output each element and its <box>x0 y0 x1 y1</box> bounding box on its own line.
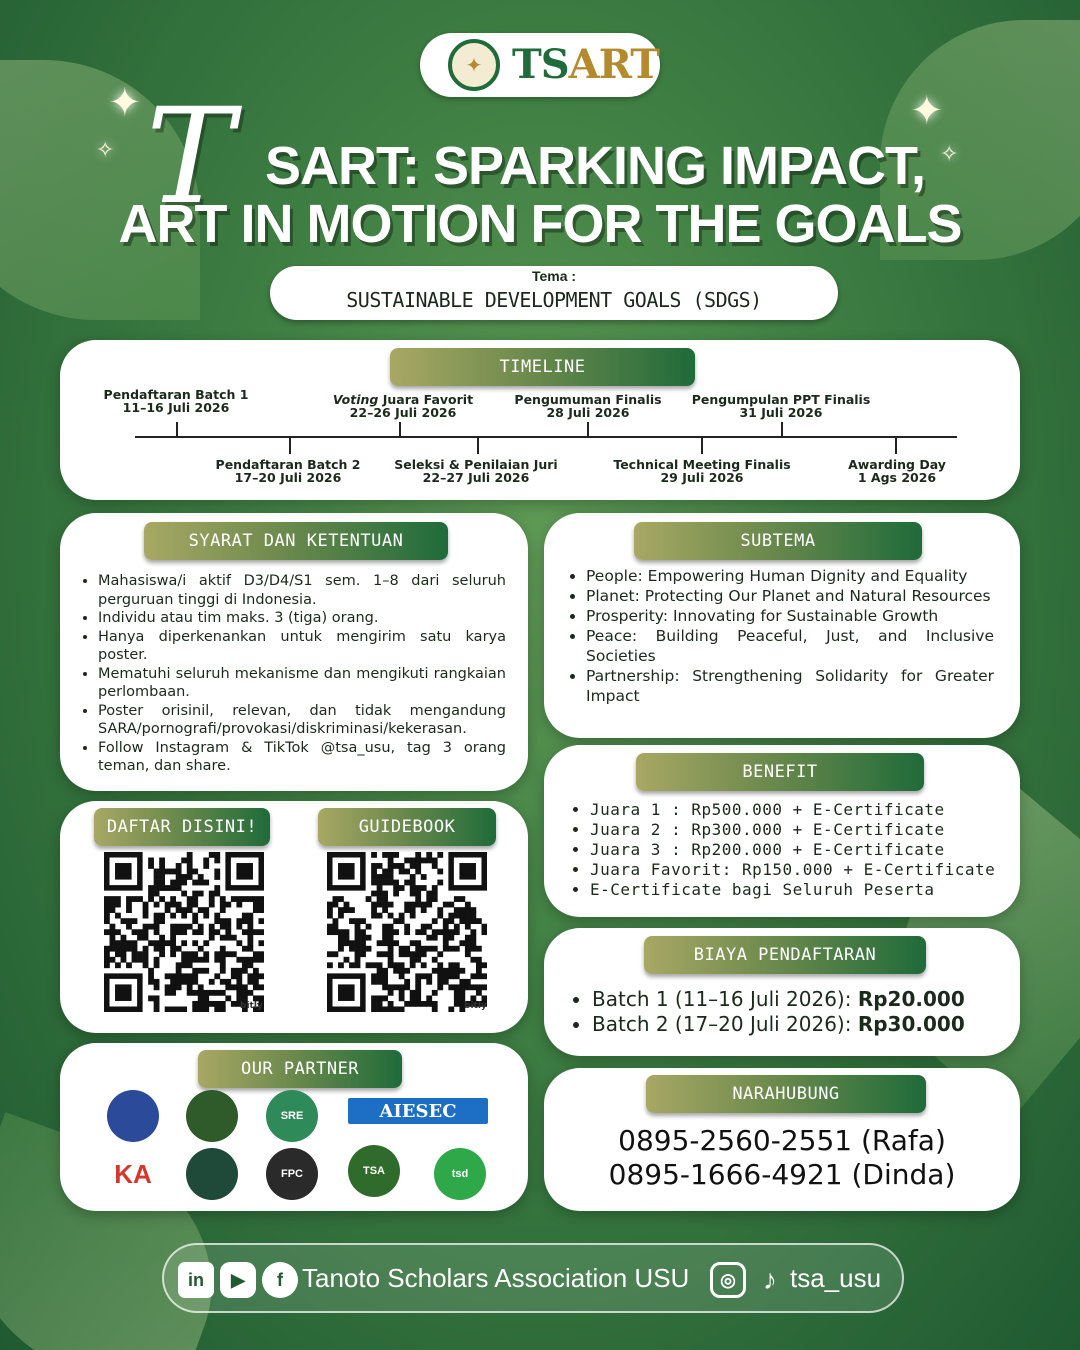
mun-club-logo <box>107 1090 159 1142</box>
contact-phone[interactable]: 0895-2560-2551 (Rafa) <box>618 1124 946 1157</box>
timeline-tick <box>781 422 783 438</box>
list-item: • Poster orisinil, relevan, dan tidak mengandung SARA/pornografi/provokasi/diskriminasi/kekerasan. <box>98 702 506 739</box>
list-item: • Juara Favorit: Rp150.000 + E-Certificate <box>590 860 1010 880</box>
list-item: • Batch 2 (17–20 Juli 2026): Rp30.000 <box>592 1012 1012 1037</box>
list-item: • Juara 2 : Rp300.000 + E-Certificate <box>590 820 1010 840</box>
timeline-tick <box>701 438 703 454</box>
biaya-header: BIAYA PENDAFTARAN <box>644 936 926 974</box>
contact-header: NARAHUBUNG <box>646 1075 926 1113</box>
timeline-event: Pendaftaran Batch 2 17–20 Juli 2026 <box>215 457 361 485</box>
timeline-event: Awarding Day 1 Ags 2026 <box>848 457 946 485</box>
university-seal-logo <box>186 1090 238 1142</box>
sparkle-icon: ✧ <box>96 138 115 163</box>
sre-logo: SRE <box>266 1090 318 1142</box>
title-decorative-t: T <box>146 80 235 234</box>
organization-name: Tanoto Scholars Association USU <box>302 1263 690 1293</box>
timeline-event: Seleksi & Penilaian Juri 22–27 Juli 2026 <box>394 457 558 485</box>
sparkle-icon: ✦ <box>910 88 944 134</box>
list-item: • Individu atau tim maks. 3 (tiga) orang. <box>98 609 506 628</box>
timeline-event: Pendaftaran Batch 1 11–16 Juli 2026 <box>103 387 249 415</box>
list-item: • Juara 1 : Rp500.000 + E-Certificate <box>590 800 1010 820</box>
list-item: • Planet: Protecting Our Planet and Natural Resources <box>586 586 994 606</box>
bitly-label: bitly <box>240 1001 263 1011</box>
page-title-line-1: SART: SPARKING IMPACT, <box>264 136 925 196</box>
list-item: • Hanya diperkenankan untuk mengirim satu karya poster. <box>98 628 506 665</box>
timeline-event: Pengumpulan PPT Finalis 31 Juli 2026 <box>691 392 871 420</box>
benefit-header: BENEFIT <box>636 753 924 791</box>
list-item: • Mematuhi seluruh mekanisme dan mengikuti rangkaian perlombaan. <box>98 665 506 702</box>
theme-label: Tema : <box>531 268 577 284</box>
timeline-tick <box>587 422 589 438</box>
registration-qr-code[interactable] <box>104 852 264 1012</box>
timeline-event: Pengumuman Finalis 28 Juli 2026 <box>514 392 662 420</box>
subtema-header: SUBTEMA <box>634 522 922 560</box>
facebook-icon[interactable]: f <box>262 1262 298 1298</box>
list-item: • Juara 3 : Rp200.000 + E-Certificate <box>590 840 1010 860</box>
timeline-tick <box>176 422 178 438</box>
sparkle-icon: ✧ <box>940 142 959 167</box>
theme-pill <box>270 266 838 320</box>
list-item: • Follow Instagram & TikTok @tsa_usu, tag 3 orang teman, dan share. <box>98 739 506 776</box>
syarat-list <box>78 572 506 776</box>
benefit-list <box>570 800 1010 900</box>
syarat-header: SYARAT DAN KETENTUAN <box>144 522 448 560</box>
guidebook-qr-code[interactable] <box>327 852 487 1012</box>
list-item: • Prosperity: Innovating for Sustainable Growth <box>586 606 994 626</box>
timeline-header: TIMELINE <box>390 348 695 386</box>
tanoto-emblem-icon: ✦ <box>448 39 500 91</box>
timeline-tick <box>895 438 897 454</box>
guidebook-header: GUIDEBOOK <box>318 808 496 846</box>
timeline-event: Technical Meeting Finalis 29 Juli 2026 <box>613 457 791 485</box>
tsa-logo: TSA <box>348 1145 400 1197</box>
fpc-logo: FPC <box>266 1148 318 1200</box>
partner-header: OUR PARTNER <box>198 1050 402 1088</box>
theme-value: SUSTAINABLE DEVELOPMENT GOALS (SDGS) <box>346 288 762 312</box>
tsd-logo: tsd <box>434 1148 486 1200</box>
tsart-logo: TSART <box>512 41 659 88</box>
aiesec-logo: AIESEC <box>348 1098 488 1124</box>
timeline-axis <box>135 436 957 438</box>
social-handle: tsa_usu <box>790 1263 882 1293</box>
subtema-list <box>566 566 994 706</box>
instagram-icon[interactable]: ◎ <box>710 1262 746 1298</box>
list-item: • People: Empowering Human Dignity and Equality <box>586 566 994 586</box>
logo-pill <box>420 33 660 97</box>
timeline-tick <box>289 438 291 454</box>
linkedin-icon[interactable]: in <box>178 1262 214 1298</box>
timeline-tick <box>399 422 401 438</box>
biaya-list <box>572 987 1012 1037</box>
timeline-tick <box>477 438 479 454</box>
contact-phone[interactable]: 0895-1666-4921 (Dinda) <box>608 1158 956 1191</box>
footer-social-bar <box>162 1243 904 1313</box>
timeline-event: Voting Juara Favorit 22–26 Juli 2026 <box>332 392 474 420</box>
list-item: • Peace: Building Peaceful, Just, and Inclusive Societies <box>586 626 994 666</box>
list-item: • Mahasiswa/i aktif D3/D4/S1 sem. 1–8 dari seluruh perguruan tinggi di Indonesia. <box>98 572 506 609</box>
youtube-icon[interactable]: ▶ <box>220 1262 256 1298</box>
bitly-label: bitly <box>464 1001 487 1011</box>
tree-logo <box>186 1148 238 1200</box>
list-item: • Batch 1 (11–16 Juli 2026): Rp20.000 <box>592 987 1012 1012</box>
ka-logo: KA <box>107 1148 159 1200</box>
list-item: • E-Certificate bagi Seluruh Peserta <box>590 880 1010 900</box>
page-title-line-2: ART IN MOTION FOR THE GOALS <box>118 194 962 254</box>
sparkle-icon: ✦ <box>108 80 142 126</box>
list-item: • Partnership: Strengthening Solidarity for Greater Impact <box>586 666 994 706</box>
tiktok-icon[interactable]: ♪ <box>763 1264 777 1295</box>
daftar-header: DAFTAR DISINI! <box>94 808 270 846</box>
